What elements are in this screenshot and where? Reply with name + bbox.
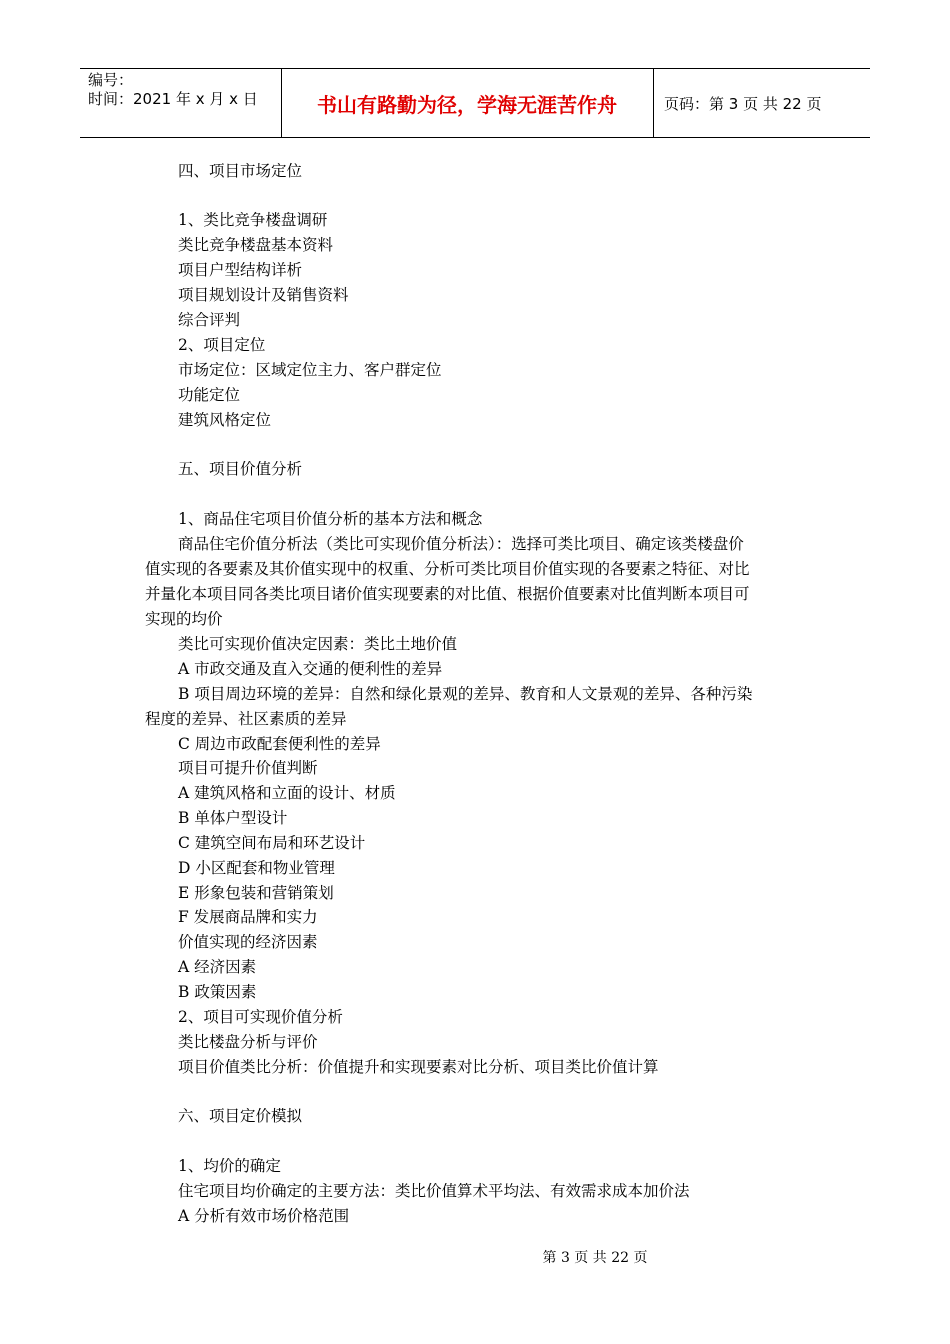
text-line: C 周边市政配套便利性的差异	[178, 735, 381, 753]
paragraph-line: 值实现的各要素及其价值实现中的权重、分析可类比项目价值实现的各要素之特征、对比	[145, 560, 750, 578]
text-line: A 市政交通及直入交通的便利性的差异	[178, 660, 443, 678]
text-line: F 发展商品牌和实力	[178, 908, 318, 926]
text-line: C 建筑空间布局和环艺设计	[178, 834, 366, 852]
text-line: 项目户型结构详析	[178, 261, 303, 279]
header-meta	[88, 71, 258, 109]
text-line: 市场定位：区域定位主力、客户群定位	[178, 361, 442, 379]
header-page-info: 页码：第 3 页 共 22 页	[664, 95, 822, 113]
text-line: A 分析有效市场价格范围	[178, 1207, 350, 1225]
text-line: 项目规划设计及销售资料	[178, 286, 349, 304]
footer-page-number: 第 3 页 共 22 页	[542, 1250, 648, 1266]
page-footer	[0, 1247, 950, 1267]
text-line: 类比可实现价值决定因素：类比土地价值	[178, 635, 458, 653]
text-line: A 建筑风格和立面的设计、材质	[178, 784, 396, 802]
subsection-heading: 1、类比竞争楼盘调研	[178, 211, 328, 229]
header-divider	[653, 69, 654, 137]
text-line: B 单体户型设计	[178, 809, 288, 827]
text-line: 项目可提升价值判断	[178, 759, 318, 777]
text-line: 项目价值类比分析：价值提升和实现要素对比分析、项目类比价值计算	[178, 1058, 659, 1076]
section-heading: 四、项目市场定位	[178, 162, 303, 180]
paragraph-line: 实现的均价	[145, 610, 223, 628]
text-line: 住宅项目均价确定的主要方法：类比价值算术平均法、有效需求成本加价法	[178, 1182, 690, 1200]
paragraph-line: B 项目周边环境的差异：自然和绿化景观的差异、教育和人文景观的差异、各种污染	[178, 685, 753, 703]
time-label: 时间：2021 年 x 月 x 日	[88, 90, 258, 108]
paragraph-line: 程度的差异、社区素质的差异	[145, 710, 347, 728]
subsection-heading: 2、项目定位	[178, 336, 266, 354]
section-heading: 六、项目定价模拟	[178, 1107, 303, 1125]
code-label: 编号：	[88, 71, 134, 89]
header-motto: 书山有路勤为径，学海无涯苦作舟	[317, 93, 617, 117]
text-line: 价值实现的经济因素	[178, 933, 318, 951]
text-line: 类比楼盘分析与评价	[178, 1033, 318, 1051]
subsection-heading: 2、项目可实现价值分析	[178, 1008, 343, 1026]
document-header	[80, 68, 870, 138]
text-line: 建筑风格定位	[178, 411, 272, 429]
text-line: 类比竞争楼盘基本资料	[178, 236, 334, 254]
text-line: E 形象包装和营销策划	[178, 884, 334, 902]
text-line: 功能定位	[178, 386, 241, 404]
paragraph-line: 商品住宅价值分析法（类比可实现价值分析法）：选择可类比项目、确定该类楼盘价	[178, 535, 744, 553]
text-line: A 经济因素	[178, 958, 257, 976]
subsection-heading: 1、均价的确定	[178, 1157, 281, 1175]
section-heading: 五、项目价值分析	[178, 460, 303, 478]
text-line: B 政策因素	[178, 983, 257, 1001]
subsection-heading: 1、商品住宅项目价值分析的基本方法和概念	[178, 510, 483, 528]
paragraph-line: 并量化本项目同各类比项目诸价值实现要素的对比值、根据价值要素对比值判断本项目可	[145, 585, 750, 603]
text-line: D 小区配套和物业管理	[178, 859, 335, 877]
text-line: 综合评判	[178, 311, 241, 329]
